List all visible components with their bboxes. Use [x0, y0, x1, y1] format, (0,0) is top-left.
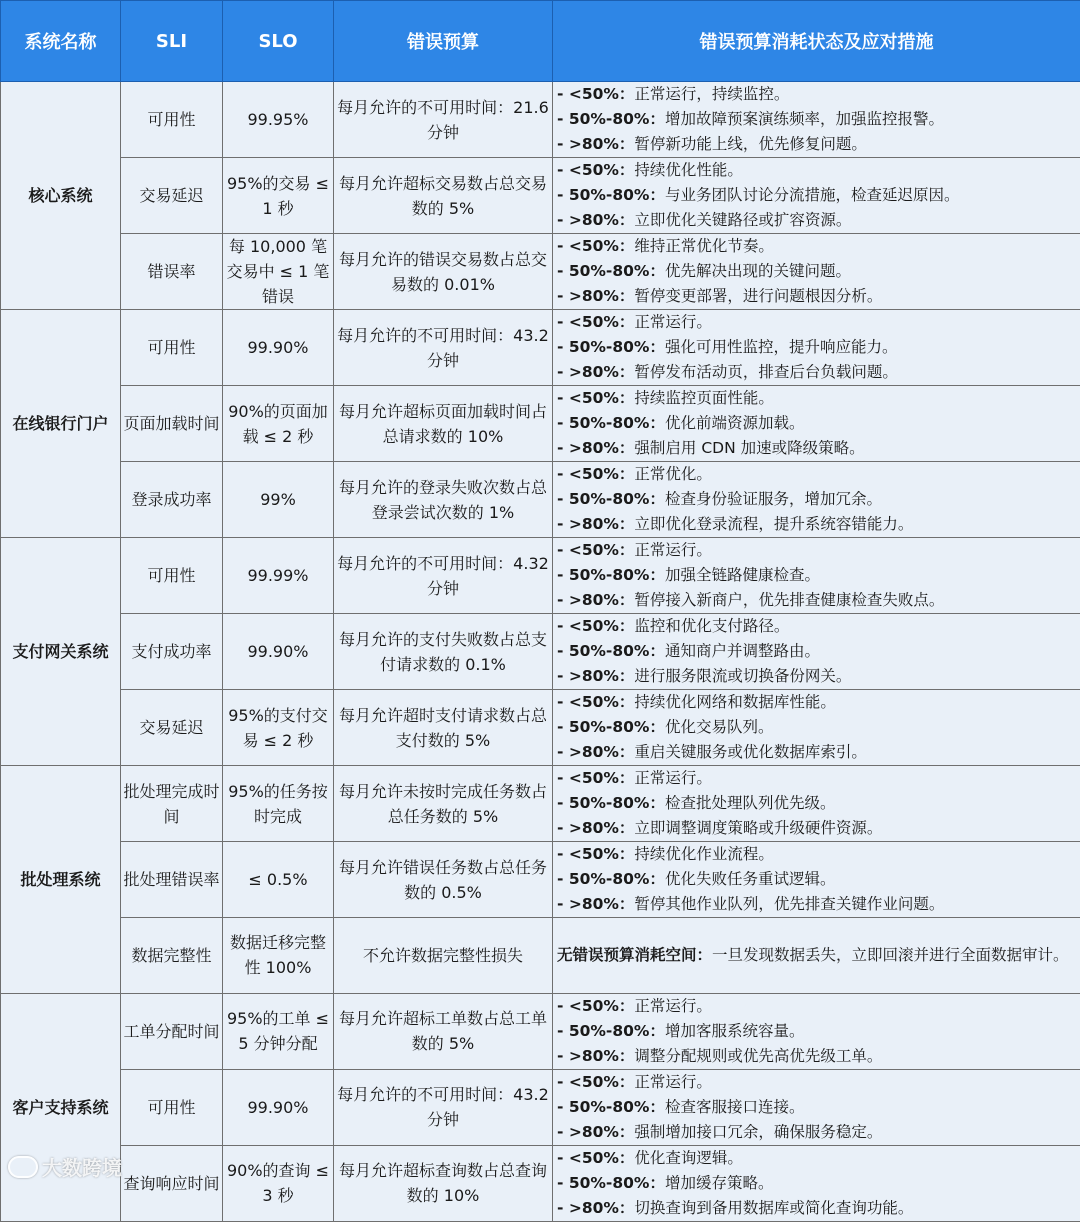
action-text: 持续优化性能。: [634, 161, 743, 179]
action-text: 进行服务限流或切换备份网关。: [634, 667, 851, 685]
slo-cell: 99%: [223, 462, 334, 538]
action-line: [557, 487, 1076, 512]
action-threshold: - >80%：: [557, 819, 634, 837]
error-budget-cell: 每月允许的不可用时间：43.2 分钟: [334, 1069, 553, 1145]
error-budget-cell: 不允许数据完整性损失: [334, 918, 553, 994]
action-text: 持续优化作业流程。: [634, 845, 774, 863]
action-text: 强制增加接口冗余，确保服务稳定。: [634, 1123, 882, 1141]
error-budget-cell: 每月允许的不可用时间：21.6 分钟: [334, 82, 553, 158]
sli-cell: 查询响应时间: [121, 1145, 223, 1221]
actions-cell: [553, 386, 1080, 462]
system-name-cell: 支付网关系统: [1, 538, 121, 766]
action-threshold: - 50%-80%：: [557, 1022, 665, 1040]
table-row: [1, 842, 1080, 918]
action-threshold: - 50%-80%：: [557, 1098, 665, 1116]
table-row: [1, 690, 1080, 766]
action-line: [557, 614, 1076, 639]
error-budget-cell: 每月允许的不可用时间：4.32 分钟: [334, 538, 553, 614]
action-threshold: - >80%：: [557, 591, 634, 609]
action-threshold: - <50%：: [557, 237, 634, 255]
actions-cell: [553, 462, 1080, 538]
action-text: 优化交易队列。: [665, 718, 774, 736]
action-threshold: - <50%：: [557, 845, 634, 863]
action-text: 强制启用 CDN 加速或降级策略。: [634, 439, 864, 457]
action-threshold: - <50%：: [557, 617, 634, 635]
slo-cell: 95%的任务按时完成: [223, 766, 334, 842]
action-line: [557, 639, 1076, 664]
error-budget-cell: 每月允许的登录失败次数占总登录尝试次数的 1%: [334, 462, 553, 538]
sli-cell: 交易延迟: [121, 690, 223, 766]
sli-cell: 批处理错误率: [121, 842, 223, 918]
action-text: 优先解决出现的关键问题。: [665, 262, 851, 280]
action-threshold: - 50%-80%：: [557, 338, 665, 356]
table-row: [1, 462, 1080, 538]
action-text: 立即优化关键路径或扩容资源。: [634, 211, 851, 229]
action-text: 正常运行，持续监控。: [634, 85, 789, 103]
error-budget-cell: 每月允许的不可用时间：43.2 分钟: [334, 310, 553, 386]
table-row: [1, 234, 1080, 310]
sli-cell: 工单分配时间: [121, 993, 223, 1069]
watermark-text: 大数跨境: [42, 1152, 122, 1181]
action-text: 正常运行。: [634, 541, 712, 559]
table-row: [1, 993, 1080, 1069]
action-text: 优化前端资源加载。: [665, 414, 805, 432]
action-threshold: - >80%：: [557, 439, 634, 457]
action-line: [557, 386, 1076, 411]
action-text: 优化查询逻辑。: [634, 1149, 743, 1167]
slo-cell: 95%的交易 ≤ 1 秒: [223, 158, 334, 234]
action-line: [557, 943, 1076, 968]
action-line: [557, 867, 1076, 892]
header-sli: SLI: [121, 1, 223, 82]
sli-cell: 交易延迟: [121, 158, 223, 234]
action-threshold: - 50%-80%：: [557, 794, 665, 812]
action-text: 通知商户并调整路由。: [665, 642, 820, 660]
action-line: [557, 158, 1076, 183]
action-text: 正常运行。: [634, 769, 712, 787]
system-name-cell: 在线银行门户: [1, 310, 121, 538]
action-line: [557, 1171, 1076, 1196]
action-line: [557, 512, 1076, 537]
sli-cell: 页面加载时间: [121, 386, 223, 462]
action-threshold: - >80%：: [557, 135, 634, 153]
action-text: 正常运行。: [634, 997, 712, 1015]
action-line: [557, 740, 1076, 765]
action-threshold: - <50%：: [557, 1149, 634, 1167]
action-line: [557, 1120, 1076, 1145]
action-text: 增加客服系统容量。: [665, 1022, 805, 1040]
action-line: [557, 994, 1076, 1019]
action-threshold: - >80%：: [557, 667, 634, 685]
action-threshold: - <50%：: [557, 313, 634, 331]
error-budget-cell: 每月允许未按时完成任务数占总任务数的 5%: [334, 766, 553, 842]
action-threshold: - <50%：: [557, 85, 634, 103]
action-line: [557, 462, 1076, 487]
action-line: [557, 335, 1076, 360]
action-text: 维持正常优化节奏。: [634, 237, 774, 255]
action-text: 监控和优化支付路径。: [634, 617, 789, 635]
action-line: [557, 310, 1076, 335]
header-error-budget: 错误预算: [334, 1, 553, 82]
sli-cell: 错误率: [121, 234, 223, 310]
action-text: 检查批处理队列优先级。: [665, 794, 836, 812]
action-threshold: - <50%：: [557, 997, 634, 1015]
error-budget-cell: 每月允许超时支付请求数占总支付数的 5%: [334, 690, 553, 766]
action-text: 重启关键服务或优化数据库索引。: [634, 743, 867, 761]
action-line: [557, 183, 1076, 208]
action-text: 增加缓存策略。: [665, 1174, 774, 1192]
table-row: [1, 82, 1080, 158]
action-line: [557, 690, 1076, 715]
action-text: 暂停发布活动页，排查后台负载问题。: [634, 363, 898, 381]
action-text: 增加故障预案演练频率，加强监控报警。: [665, 110, 944, 128]
action-text: 持续优化网络和数据库性能。: [634, 693, 836, 711]
actions-cell: [553, 234, 1080, 310]
slo-cell: 99.99%: [223, 538, 334, 614]
slo-cell: 每 10,000 笔交易中 ≤ 1 笔错误: [223, 234, 334, 310]
action-threshold: - 50%-80%：: [557, 490, 665, 508]
action-line: [557, 1095, 1076, 1120]
action-line: [557, 1019, 1076, 1044]
action-line: [557, 842, 1076, 867]
actions-cell: [553, 82, 1080, 158]
action-text: 持续监控页面性能。: [634, 389, 774, 407]
table-body: [1, 82, 1080, 1222]
action-line: [557, 284, 1076, 309]
action-threshold: - 50%-80%：: [557, 566, 665, 584]
action-line: [557, 234, 1076, 259]
action-text: 正常运行。: [634, 313, 712, 331]
actions-cell: [553, 1069, 1080, 1145]
sli-cell: 登录成功率: [121, 462, 223, 538]
error-budget-cell: 每月允许超标交易数占总交易数的 5%: [334, 158, 553, 234]
action-threshold: - 50%-80%：: [557, 718, 665, 736]
table-row: [1, 766, 1080, 842]
slo-cell: 90%的页面加载 ≤ 2 秒: [223, 386, 334, 462]
sli-cell: 批处理完成时间: [121, 766, 223, 842]
action-line: [557, 715, 1076, 740]
table-row: [1, 386, 1080, 462]
slo-cell: 95%的工单 ≤ 5 分钟分配: [223, 993, 334, 1069]
table-row: [1, 1145, 1080, 1221]
action-threshold: - 50%-80%：: [557, 1174, 665, 1192]
sli-cell: 数据完整性: [121, 918, 223, 994]
system-name-cell: 客户支持系统: [1, 993, 121, 1221]
header-system: 系统名称: [1, 1, 121, 82]
sli-cell: 可用性: [121, 310, 223, 386]
action-text: 优化失败任务重试逻辑。: [665, 870, 836, 888]
action-threshold: - >80%：: [557, 515, 634, 533]
action-text: 正常优化。: [634, 465, 712, 483]
action-line: [557, 82, 1076, 107]
action-threshold: - <50%：: [557, 541, 634, 559]
action-threshold: - >80%：: [557, 1123, 634, 1141]
action-text: 暂停新功能上线，优先修复问题。: [634, 135, 867, 153]
header-slo: SLO: [223, 1, 334, 82]
action-line: [557, 208, 1076, 233]
action-text: 加强全链路健康检查。: [665, 566, 820, 584]
slo-cell: 99.95%: [223, 82, 334, 158]
action-threshold: - <50%：: [557, 161, 634, 179]
slo-cell: 数据迁移完整性 100%: [223, 918, 334, 994]
actions-cell: [553, 766, 1080, 842]
action-threshold: - 50%-80%：: [557, 870, 665, 888]
action-line: [557, 1146, 1076, 1171]
action-threshold: - >80%：: [557, 287, 634, 305]
action-threshold: - <50%：: [557, 1073, 634, 1091]
action-threshold: - <50%：: [557, 693, 634, 711]
table-row: [1, 918, 1080, 994]
action-threshold: - <50%：: [557, 389, 634, 407]
system-name-cell: 核心系统: [1, 82, 121, 310]
action-text: 正常运行。: [634, 1073, 712, 1091]
action-threshold: - 50%-80%：: [557, 110, 665, 128]
slo-cell: 99.90%: [223, 614, 334, 690]
header-actions: 错误预算消耗状态及应对措施: [553, 1, 1080, 82]
error-budget-cell: 每月允许超标页面加载时间占总请求数的 10%: [334, 386, 553, 462]
action-line: [557, 588, 1076, 613]
slo-cell: 99.90%: [223, 310, 334, 386]
table-row: [1, 614, 1080, 690]
table-row: [1, 310, 1080, 386]
action-threshold: - <50%：: [557, 465, 634, 483]
action-text: 暂停其他作业队列，优先排查关键作业问题。: [634, 895, 944, 913]
system-name-cell: 批处理系统: [1, 766, 121, 994]
action-line: [557, 766, 1076, 791]
action-text: 强化可用性监控，提升响应能力。: [665, 338, 898, 356]
action-line: [557, 664, 1076, 689]
action-text: 暂停接入新商户，优先排查健康检查失败点。: [634, 591, 944, 609]
action-text: 与业务团队讨论分流措施，检查延迟原因。: [665, 186, 960, 204]
error-budget-cell: 每月允许错误任务数占总任务数的 0.5%: [334, 842, 553, 918]
sli-cell: 可用性: [121, 82, 223, 158]
action-line: [557, 538, 1076, 563]
action-line: [557, 132, 1076, 157]
action-line: [557, 259, 1076, 284]
action-threshold: - >80%：: [557, 895, 634, 913]
table-row: [1, 1069, 1080, 1145]
action-line: [557, 892, 1076, 917]
action-text: 立即调整调度策略或升级硬件资源。: [634, 819, 882, 837]
action-line: [557, 107, 1076, 132]
action-line: [557, 816, 1076, 841]
slo-cell: 99.90%: [223, 1069, 334, 1145]
sli-cell: 支付成功率: [121, 614, 223, 690]
action-line: [557, 1044, 1076, 1069]
action-threshold: - >80%：: [557, 1047, 634, 1065]
error-budget-cell: 每月允许超标工单数占总工单数的 5%: [334, 993, 553, 1069]
action-threshold: - >80%：: [557, 363, 634, 381]
slo-cell: ≤ 0.5%: [223, 842, 334, 918]
error-budget-cell: 每月允许的错误交易数占总交易数的 0.01%: [334, 234, 553, 310]
action-line: [557, 436, 1076, 461]
action-text: 检查客服接口连接。: [665, 1098, 805, 1116]
action-text: 立即优化登录流程，提升系统容错能力。: [634, 515, 913, 533]
slo-cell: 95%的支付交易 ≤ 2 秒: [223, 690, 334, 766]
table-row: [1, 158, 1080, 234]
header-row: [1, 1, 1080, 82]
action-line: [557, 791, 1076, 816]
actions-cell: [553, 158, 1080, 234]
action-line: [557, 1196, 1076, 1221]
sli-cell: 可用性: [121, 1069, 223, 1145]
error-budget-cell: 每月允许超标查询数占总查询数的 10%: [334, 1145, 553, 1221]
sli-cell: 可用性: [121, 538, 223, 614]
action-threshold: - 50%-80%：: [557, 262, 665, 280]
error-budget-cell: 每月允许的支付失败数占总支付请求数的 0.1%: [334, 614, 553, 690]
action-line: [557, 360, 1076, 385]
action-text: 检查身份验证服务，增加冗余。: [665, 490, 882, 508]
action-threshold: - >80%：: [557, 1199, 634, 1217]
action-threshold: - 50%-80%：: [557, 642, 665, 660]
action-threshold: - <50%：: [557, 769, 634, 787]
action-threshold: - 50%-80%：: [557, 414, 665, 432]
action-threshold: - 50%-80%：: [557, 186, 665, 204]
table-row: [1, 538, 1080, 614]
actions-cell: [553, 918, 1080, 994]
action-text: 一旦发现数据丢失，立即回滚并进行全面数据审计。: [712, 946, 1069, 964]
actions-cell: [553, 842, 1080, 918]
actions-cell: [553, 993, 1080, 1069]
action-line: [557, 1070, 1076, 1095]
action-text: 暂停变更部署，进行问题根因分析。: [634, 287, 882, 305]
action-text: 调整分配规则或优先高优先级工单。: [634, 1047, 882, 1065]
slo-cell: 90%的查询 ≤ 3 秒: [223, 1145, 334, 1221]
actions-cell: [553, 538, 1080, 614]
action-text: 切换查询到备用数据库或简化查询功能。: [634, 1199, 913, 1217]
action-line: [557, 563, 1076, 588]
actions-cell: [553, 1145, 1080, 1221]
actions-cell: [553, 310, 1080, 386]
action-threshold: - >80%：: [557, 211, 634, 229]
action-threshold: - >80%：: [557, 743, 634, 761]
actions-cell: [553, 614, 1080, 690]
action-threshold: 无错误预算消耗空间：: [557, 946, 712, 964]
actions-cell: [553, 690, 1080, 766]
action-line: [557, 411, 1076, 436]
